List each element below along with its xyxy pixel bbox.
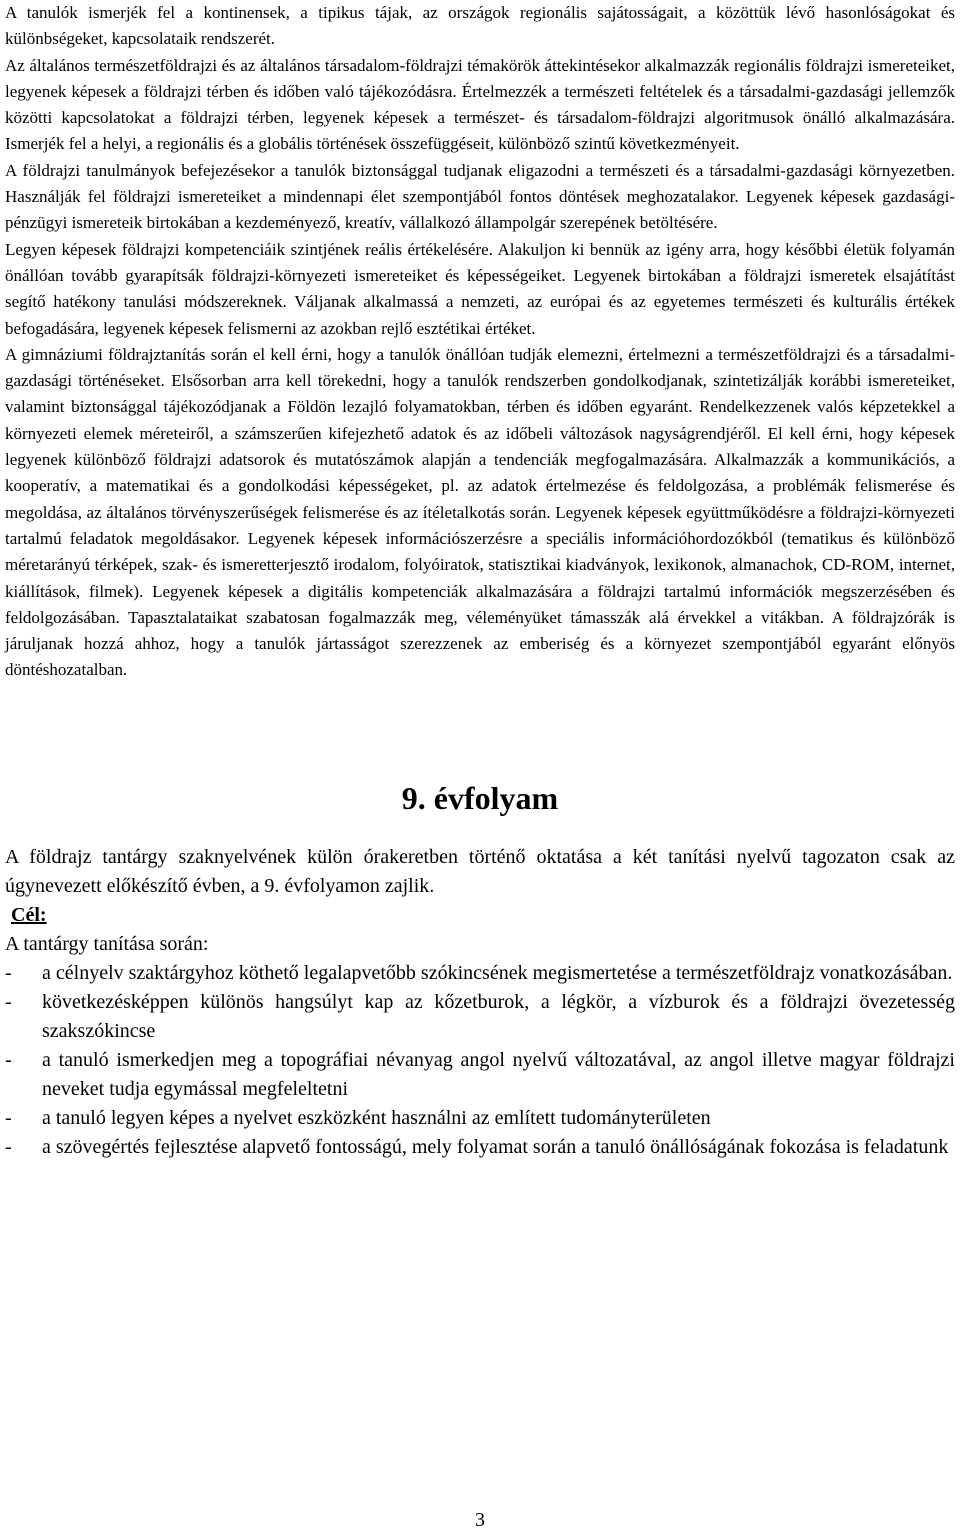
document-page — [5, 0, 955, 1162]
dash-marker: - — [5, 1048, 12, 1071]
list-item-text: a célnyelv szaktárgyhoz köthető legalapvetőbb szókincsének megismertetése a természetföldrajz vonatkozásában. — [42, 961, 953, 984]
dash-marker: - — [5, 1106, 12, 1129]
page-number: 3 — [475, 1509, 485, 1531]
section-intro: A földrajz tantárgy szaknyelvének külön órakeretben történő oktatása a két tanítási nyelvű tagozaton csak az úgynevezett előkészítő évben, a 9. évfolyamon zajlik. — [5, 845, 955, 897]
goal-list — [5, 959, 955, 1162]
goal-label-row — [5, 901, 955, 930]
list-item-text: a tanuló ismerkedjen meg a topográfiai névanyag angol nyelvű változatával, az angol illetve magyar földrajzi neveket tudja egymással megfeleltetni — [42, 1048, 955, 1100]
list-item — [5, 1046, 955, 1104]
list-item — [5, 1104, 955, 1133]
dash-marker: - — [5, 1135, 12, 1158]
dash-marker: - — [5, 990, 12, 1013]
intro-text — [5, 0, 955, 684]
list-item-text: következésképpen különös hangsúlyt kap az kőzetburok, a légkör, a vízburok és a földrajzi övezetesség szakszókincse — [42, 990, 955, 1042]
list-item — [5, 959, 955, 988]
list-item — [5, 988, 955, 1046]
section-heading: 9. évfolyam — [401, 779, 559, 816]
goal-label: Cél: — [11, 903, 47, 926]
intro-paragraph: A földrajzi tanulmányok befejezésekor a tanulók biztonsággal tudjanak eligazodni a természeti és a társadalmi-gazdasági környezetben. Használják fel földrajzi ismereteiket a mindennapi élet szempontjából fontos döntések meghozatalakor. Legyenek képesek gazdasági-pénzügyi ismereteik birtokában a kezdeményező, kreatív, vállalkozó állampolgár szerepének betöltésére. — [5, 160, 955, 233]
list-item-text: a tanuló legyen képes a nyelvet eszközként használni az említett tudományterületen — [42, 1106, 711, 1129]
intro-paragraph: A tanulók ismerjék fel a kontinensek, a tipikus tájak, az országok regionális sajátosságait, a közöttük lévő hasonlóságokat és különbségeket, kapcsolataik rendszerét. — [5, 3, 955, 49]
grade-section — [5, 843, 955, 1162]
list-item-text: a szövegértés fejlesztése alapvető fontosságú, mely folyamat során a tanuló önállóságának fokozása is feladatunk — [42, 1135, 949, 1158]
intro-paragraph: Az általános természetföldrajzi és az általános társadalom-földrajzi témakörök áttekintésekor alkalmazzák regionális földrajzi ismereteiket, legyenek képesek a földrajzi térben és időben való tájékozódásra. Értelmezzék a természeti feltételek és a társadalmi-gazdasági jellemzők közötti kapcsolatokat a földrajzi térben, legyenek képesek a természet- és társadalom-földrajzi algoritmusok önálló alkalmazására. Ismerjék fel a helyi, a regionális és a globális történések összefüggéseit, különböző szintű következményeit. — [5, 55, 955, 154]
list-item — [5, 1133, 955, 1162]
dash-marker: - — [5, 961, 12, 984]
intro-paragraph: Legyen képesek földrajzi kompetenciáik szintjének reális értékelésére. Alakuljon ki bennük az igény arra, hogy későbbi életük folyamán önállóan tovább gyarapítsák földrajzi-környezeti ismereteiket és képességeiket. Legyenek birtokában a földrajzi ismeretek elsajátítást segítő hatékony tanulási módszereknek. Váljanak alkalmassá a nemzeti, az európai és az egyetemes természeti és kulturális értékek befogadására, legyenek képesek felismerni az azokban rejlő esztétikai értéket. — [5, 239, 955, 338]
intro-paragraph: A gimnáziumi földrajztanítás során el kell érni, hogy a tanulók önállóan tudják elemezni, értelmezni a természetföldrajzi és a társadalmi-gazdasági történéseket. Elsősorban arra kell törekedni, hogy a tanulók rendszerben gondolkodjanak, szintetizálják korábbi ismereteiket, valamint biztonsággal tájékozódjanak a Földön lezajló folyamatokban, térben és időben egyaránt. Rendelkezzenek valós képzetekkel a környezeti elemek méreteiről, a számszerűen kifejezhető adatok és az időbeli változások nagyságrendjéről. El kell érni, hogy képesek legyenek különböző földrajzi adatsorok és mutatószámok alapján a tendenciák megfogalmazására. Alkalmazzák a kommunikációs, a kooperatív, a matematikai és a gondolkodási képességeket, pl. az adatok értelmezése és feldolgozása, a problémák felismerése és megoldása, az általános törvényszerűségek felismerése és az ítéletalkotás során. Legyenek képesek együttműködésre a földrajzi-környezeti tartalmú feladatok megoldásakor. Legyenek képesek információszerzésre a speciális információhordozókból (tematikus és különböző méretarányú térképek, szak- és ismeretterjesztő irodalom, folyóiratok, statisztikai kiadványok, lexikonok, almanachok, CD-ROM, internet, kiállítások, filmek). Legyenek képesek a digitális kompetenciák alkalmazására a földrajzi tartalmú információk megszerzésében és feldolgozásában. Tapasztalataikat szabatosan fogalmazzák meg, véleményüket támasszák alá érvekkel a vitákban. A földrajzórák is járuljanak hozzá ahhoz, hogy a tanulók jártasságot szerezzenek az emberiség és a környezet szempontjából egyaránt előnyös döntéshozatalban. — [5, 344, 955, 680]
goal-lead: A tantárgy tanítása során: — [5, 932, 209, 955]
